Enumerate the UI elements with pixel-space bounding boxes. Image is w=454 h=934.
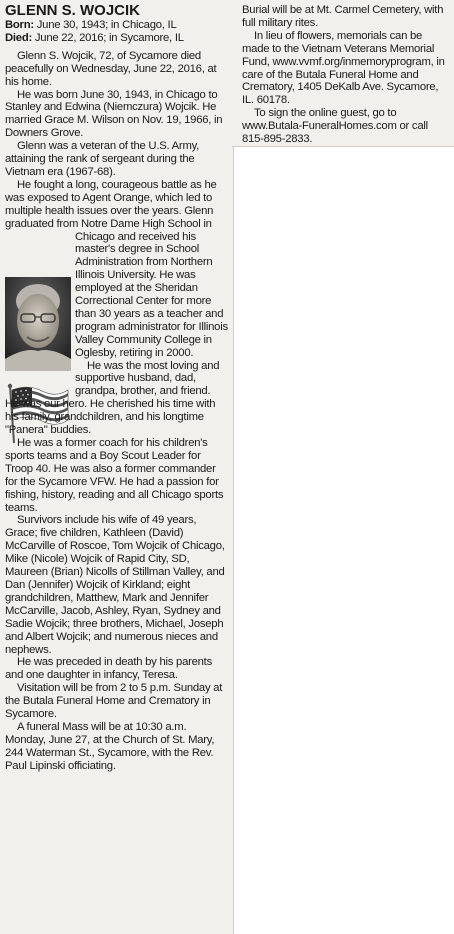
paragraph-family-love: He was the most loving and supportive husband, dad, grandpa, brother, and friend. (75, 359, 220, 398)
born-label: Born: (5, 19, 34, 31)
paragraph-military: Glenn was a veteran of the U.S. Army, attaining the rank of sergeant during the Vietnam era (1967-68). (5, 140, 200, 178)
paragraph-burial: Burial will be at Mt. Carmel Cemetery, with full military rites. (242, 4, 444, 29)
died-line (5, 32, 229, 45)
died-value: June 22, 2016; in Sycamore, IL (32, 31, 184, 44)
paragraph-health: He fought a long, courageous battle as he was exposed to Agent Orange, which led to multiple health issues over the years. Glenn graduated from Notre Dame High School in (5, 178, 217, 230)
obituary-left-column (5, 2, 229, 773)
deceased-name-heading: GLENN S. WOJCIK (5, 2, 141, 19)
paragraph-visitation: Visitation will be from 2 to 5 p.m. Sunday at the Butala Funeral Home and Crematory in Sycamore. (5, 682, 223, 721)
paragraph-preceded: He was preceded in death by his parents and one daughter in infancy, Teresa. (5, 656, 212, 682)
died-label: Died: (5, 31, 32, 44)
paragraph-hero: He was our hero. He cherished his time with his family, grandchildren, and his longtime "Panera" buddies. (5, 398, 216, 437)
paragraph-death: Glenn S. Wojcik, 72, of Sycamore died peacefully on Wednesday, June 22, 2016, at his home. (5, 49, 217, 88)
paragraph-guestbook: To sign the online guest, go to www.Butala-FuneralHomes.com or call 815-895-2833. (242, 107, 428, 146)
obituary-right-column (242, 4, 451, 146)
born-line (5, 19, 229, 32)
born-value: June 30, 1943; in Chicago, IL (33, 19, 177, 31)
paragraph-birth: He was born June 30, 1943, in Chicago to Stanley and Edwina (Niemczura) Wojcik. He married Grace M. Wilson on Nov. 19, 1966, in Downers Grove. (5, 88, 223, 140)
paragraph-survivors: Survivors include his wife of 49 years, Grace; five children, Kathleen (David) McCarville of Roscoe, Tom Wojcik of Chicago, Mike (Nicole) Wojcik of Rapid City, SD, Maureen (Brian) Nicolls of Stillman Valley, and Dan (Jennifer) Wojcik of Kirkland; eight grandchildren, Matthew, Mark and Jennifer McCarville, Jacob, Ashley, Ryan, Sydney and Sadie Wojcik; three brothers, Michael, Joseph and Albert Wojcik; and numerous nieces and nephews. (5, 514, 225, 656)
paragraph-memorials: In lieu of flowers, memorials can be made to the Vietnam Veterans Memorial Fund, www.vvmf.org/inmemoryprogram, in care of the Butala Funeral Home and Crematory, 1405 DeKalb Ave. Sycamore, IL. 60178. (242, 29, 445, 107)
paragraph-funeral-mass: A funeral Mass will be at 10:30 a.m. Monday, June 27, at the Church of St. Mary, 244 Waterman St., Sycamore, with the Rev. Paul Lipinski officiating. (5, 720, 215, 772)
paragraph-community: He was a former coach for his children's sports teams and a Boy Scout Leader for Troop 40. He was also a former commander for the Sycamore VFW. He had a passion for fishing, history, reading and all Chicago sports teams. (5, 437, 224, 514)
paragraph-education: Chicago and received his master's degree in School Administration from Northern Illinois University. He was employed at the Sheridan Correctional Center for more than 30 years as a teacher and program administrator for Illinois Valley Community College in Oglesby, retiring in 2000. (75, 230, 228, 359)
